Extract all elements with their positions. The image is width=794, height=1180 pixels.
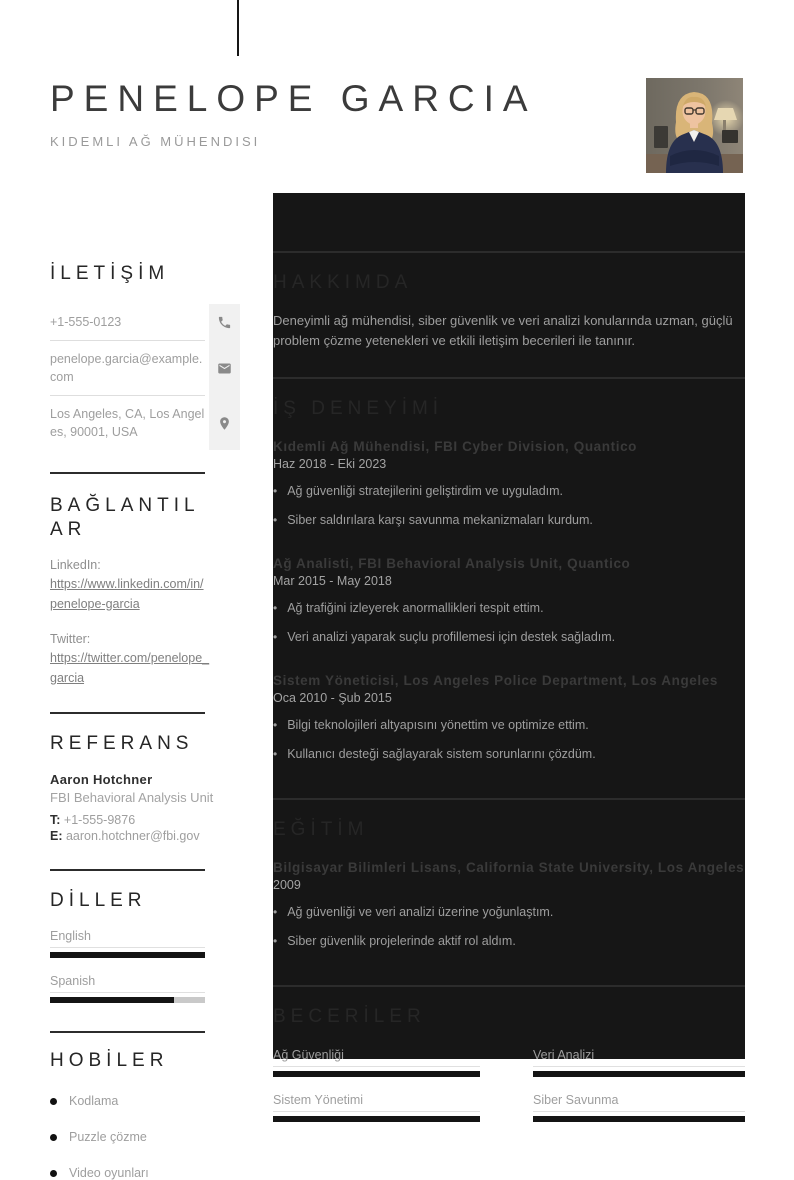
education-bullet-text: Siber güvenlik projelerinde aktif rol aldım. xyxy=(287,934,516,949)
skill-item xyxy=(273,1093,480,1122)
contact-section xyxy=(50,262,240,450)
skill-name: Siber Savunma xyxy=(533,1093,745,1112)
education-bullet-text: Ağ güvenliği ve veri analizi üzerine yoğunlaştım. xyxy=(287,904,554,919)
section-divider xyxy=(273,377,745,379)
skill-name: Sistem Yönetimi xyxy=(273,1093,480,1112)
skill-item xyxy=(533,1093,745,1122)
bullet-icon: • xyxy=(273,717,278,732)
email-address: penelope.garcia@example.com xyxy=(50,341,205,396)
job-bullet-text: Kullanıcı desteği sağlayarak sistem sorunlarını çözdüm. xyxy=(287,747,596,762)
contact-heading: İLETİŞİM xyxy=(50,263,170,284)
experience-section xyxy=(273,377,745,764)
reference-phone-value: +1-555-9876 xyxy=(63,812,136,827)
reference-name: Aaron Hotchner xyxy=(50,771,153,787)
language-item xyxy=(50,929,240,958)
education-bullet xyxy=(273,904,745,922)
bullet-dot-icon xyxy=(50,1134,57,1141)
contact-item-location xyxy=(50,396,240,450)
job-bullet xyxy=(273,717,745,735)
hobbies-heading: HOBİLER xyxy=(50,1049,169,1071)
location-icon xyxy=(209,396,240,450)
contact-item-phone xyxy=(50,304,240,341)
reference-phone xyxy=(50,813,240,827)
job-bullet-text: Ağ trafiğini izleyerek anormallikleri tespit ettim. xyxy=(287,600,544,615)
job-bullet xyxy=(273,512,745,530)
candidate-job-title: KIDEMLI AĞ MÜHENDISI xyxy=(50,134,261,149)
bullet-icon: • xyxy=(273,600,278,615)
languages-heading: DİLLER xyxy=(50,889,147,911)
links-heading: BAĞLANTILAR xyxy=(50,495,200,541)
job-bullet-text: Siber saldırılara karşı savunma mekanizmaları kurdum. xyxy=(287,513,593,528)
profile-photo xyxy=(646,78,743,173)
reference-organization: FBI Behavioral Analysis Unit xyxy=(50,789,214,805)
link-item-twitter xyxy=(50,630,240,688)
section-divider xyxy=(273,251,745,253)
location-text: Los Angeles, CA, Los Angeles, 90001, USA xyxy=(50,407,205,440)
phone-icon xyxy=(209,304,240,341)
job-dates: Oca 2010 - Şub 2015 xyxy=(273,690,392,705)
linkedin-label: LinkedIn: xyxy=(50,557,101,572)
phone-number: +1-555-0123 xyxy=(50,304,205,341)
section-divider xyxy=(50,869,205,871)
job-bullet xyxy=(273,600,745,618)
reference-section xyxy=(50,712,240,843)
job-entry xyxy=(273,673,745,764)
skill-name: Veri Analizi xyxy=(533,1048,745,1067)
reference-email-label: E: xyxy=(50,828,63,843)
reference-email xyxy=(50,829,240,843)
about-text: Deneyimli ağ mühendisi, siber güvenlik ve veri analizi konularında uzman, güçlü problem çözme yetenekleri ve etkili iletişim becerileri ile tanınır. xyxy=(273,312,733,348)
section-divider xyxy=(273,798,745,800)
reference-phone-label: T: xyxy=(50,812,61,827)
section-divider xyxy=(273,985,745,987)
job-title-line: Kıdemli Ağ Mühendisi, FBI Cyber Division, Quantico xyxy=(273,438,638,454)
hobby-item xyxy=(50,1166,240,1180)
job-dates: Mar 2015 - May 2018 xyxy=(273,573,392,588)
top-divider-line xyxy=(237,0,239,56)
reference-email-value: aaron.hotchner@fbi.gov xyxy=(65,828,200,843)
hobbies-section xyxy=(50,1031,240,1180)
hobby-label: Video oyunları xyxy=(69,1166,149,1180)
header xyxy=(50,78,610,149)
job-bullet xyxy=(273,483,745,501)
section-divider xyxy=(50,1031,205,1033)
skill-item xyxy=(533,1048,745,1077)
skill-level-bar xyxy=(533,1116,745,1122)
about-section xyxy=(273,251,745,351)
section-divider xyxy=(50,712,205,714)
mail-icon xyxy=(209,341,240,396)
sidebar xyxy=(50,262,240,1180)
language-level-bar xyxy=(50,952,205,958)
bullet-icon: • xyxy=(273,513,278,528)
job-entry xyxy=(273,556,745,647)
section-divider xyxy=(50,472,205,474)
language-item xyxy=(50,974,240,1003)
language-name: Spanish xyxy=(50,974,205,993)
degree-line: Bilgisayar Bilimleri Lisans, California State University, Los Angeles xyxy=(273,859,745,875)
job-dates: Haz 2018 - Eki 2023 xyxy=(273,456,387,471)
skill-level-bar xyxy=(533,1071,745,1077)
skill-name: Ağ Güvenliği xyxy=(273,1048,480,1067)
education-entry xyxy=(273,860,745,951)
hobby-label: Kodlama xyxy=(69,1094,119,1109)
experience-heading: İŞ DENEYİMİ xyxy=(273,398,444,420)
job-bullet-text: Ağ güvenliği stratejilerini geliştirdim ve uyguladım. xyxy=(287,483,564,498)
main-column xyxy=(273,251,745,1122)
job-bullet xyxy=(273,746,745,764)
bullet-icon: • xyxy=(273,934,278,949)
language-level-bar xyxy=(50,997,205,1003)
job-title-line: Sistem Yöneticisi, Los Angeles Police Department, Los Angeles xyxy=(273,672,718,688)
link-item-linkedin xyxy=(50,556,240,614)
hobby-label: Puzzle çözme xyxy=(69,1130,147,1145)
skills-heading: BECERİLER xyxy=(273,1005,426,1027)
education-heading: EĞİTİM xyxy=(273,818,369,840)
job-bullet-text: Veri analizi yaparak suçlu profillemesi için destek sağladım. xyxy=(287,630,616,645)
links-section xyxy=(50,472,240,688)
bullet-dot-icon xyxy=(50,1098,57,1105)
job-title-line: Ağ Analisti, FBI Behavioral Analysis Unit, Quantico xyxy=(273,555,631,571)
skill-level-bar xyxy=(273,1116,480,1122)
profile-photo-illustration xyxy=(646,78,743,173)
job-bullet xyxy=(273,629,745,647)
linkedin-link[interactable]: https://www.linkedin.com/in/penelope-garcia xyxy=(50,577,204,611)
reference-heading: REFERANS xyxy=(50,733,194,755)
twitter-label: Twitter: xyxy=(50,632,91,646)
skill-level-bar xyxy=(273,1071,480,1077)
languages-section xyxy=(50,869,240,1003)
job-bullet-text: Bilgi teknolojileri altyapısını yönettim ve optimize ettim. xyxy=(287,717,589,732)
education-bullet xyxy=(273,933,745,951)
language-name: English xyxy=(50,929,205,948)
contact-item-email xyxy=(50,341,240,396)
hobby-item xyxy=(50,1130,240,1144)
hobby-item xyxy=(50,1094,240,1108)
skill-item xyxy=(273,1048,480,1077)
candidate-name: PENELOPE GARCIA xyxy=(50,78,537,119)
education-year: 2009 xyxy=(273,877,301,892)
skills-section xyxy=(273,985,745,1123)
job-entry xyxy=(273,439,745,530)
bullet-dot-icon xyxy=(50,1170,57,1177)
twitter-link[interactable]: https://twitter.com/penelope_garcia xyxy=(50,651,210,685)
about-heading: HAKKIMDA xyxy=(273,272,413,293)
bullet-icon: • xyxy=(273,747,278,762)
bullet-icon: • xyxy=(273,483,278,498)
bullet-icon: • xyxy=(273,630,278,645)
education-section xyxy=(273,798,745,951)
bullet-icon: • xyxy=(273,904,278,919)
